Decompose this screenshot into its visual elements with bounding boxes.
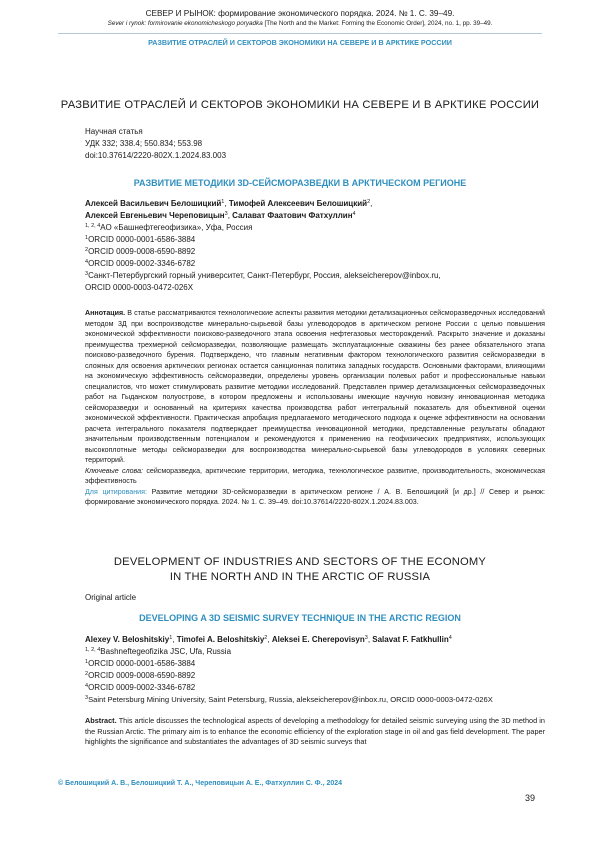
abstract-text-en: This article discusses the technological aspects of developing a methodology for detailed seismic surveying using the 3D method in the Russian Arctic. The primary aim is to enhance the economic efficiency of the exploration stage in oil and gas field development. The paper highlights the significance and substantiates the advantages of 3D seismic surveys that (85, 716, 545, 746)
author-name: Aleksei E. Cherepovisyn (271, 635, 365, 644)
abstract-en (85, 716, 545, 748)
journal-citation-ru: СЕВЕР И РЫНОК: формирование экономического порядка. 2024. № 1. С. 39–49. (145, 9, 455, 18)
copyright-footer: © Белошицкий А. В., Белошицкий Т. А., Череповицын А. Е., Фатхуллин С. Ф., 2024 (58, 780, 343, 787)
journal-header (0, 8, 600, 28)
authors-block-en (85, 634, 545, 706)
affiliation-en (85, 646, 545, 658)
header-divider (58, 33, 542, 34)
author-name: Алексей Васильевич Белошицкий (85, 199, 222, 208)
author-name: Salavat F. Fatkhullin (372, 635, 449, 644)
orcid-sup: 2 (85, 671, 89, 677)
article-title-ru: РАЗВИТИЕ МЕТОДИКИ 3D-СЕЙСМОРАЗВЕДКИ В АРКТИЧЕСКОМ РЕГИОНЕ (133, 178, 467, 188)
orcid-text: ORCID 0009-0008-6590-8892 (88, 671, 196, 680)
article-meta-ru (85, 126, 226, 162)
affiliation-text: Санкт-Петербургский горный университет, Санкт-Петербург, Россия, alekseicherepov@inbox.ru, (88, 271, 441, 280)
affiliation-3-en (85, 694, 545, 706)
orcid-line (85, 670, 545, 682)
author-name: Салават Фаатович Фатхуллин (232, 211, 353, 220)
orcid-line (85, 682, 545, 694)
citation-ru (85, 487, 545, 508)
affiliation-sup: 3 (85, 695, 89, 701)
authors-line-1-ru: Алексей Васильевич Белошицкий$^1$, Тимофей Алексеевич Белошицкий$^2$, (85, 199, 373, 208)
affiliation-text: Bashneftegeofizika JSC, Ufa, Russia (100, 647, 232, 656)
orcid-line (85, 658, 545, 670)
article-type-ru: Научная статья (85, 127, 143, 136)
affiliation-sup: 1, 2, 4 (85, 647, 101, 653)
orcid-text: ORCID 0000-0001-6586-3884 (88, 659, 196, 668)
authors-line-en: Alexey V. Beloshitskiy$^1$, Timofei A. Beloshitskiy$^2$, Aleksei E. Cherepovisyn$^3$, Salavat F. Fatkhullin$^4$ (85, 635, 452, 644)
author-sup: 1 (169, 635, 173, 641)
author-sup: 4 (352, 211, 356, 217)
abstract-label-ru: Аннотация. (85, 309, 126, 317)
affiliation-sup: 3 (85, 271, 89, 277)
citation-text-ru: Развитие методики 3D-сейсморазведки в арктическом регионе / А. В. Белошицкий [и др.] // Север и рынок: формирование экономического порядка. 2024. № 1. С. 39–49. doi:10.37614/2220-802X.1.2024.83.003. (85, 487, 545, 506)
abstract-text-ru: В статье рассматриваются технологические аспекты развития методики детализационных сейсморазведочных исследований методом 3Д при воспроизводстве минерально-сырьевой базы углеводородов в арктическом регионе России с целью повышения экономической эффективности поисково-разведочного этапа освоения нефтегазовых месторождений. Раскрыто значение и доказаны преимущества трехмерной сейсморазведки, позволяющие размещать эксплуатационные скважины без ранее обязательного этапа поисково-разведочного бурения. Подтверждено, что главным негативным фактором технологического развития сейсморазведки в сложных для освоения арктических регионах остается санкционная политика западных государств. Основными факторами, влияющими на экономическую эффективность сейсморазведки, определены уровень организации полевых работ и профессиональные навыки специалистов, что может стимулировать развитие методики исследований. Представлен пример детализационных сейсморазведочных работ на Гыданском полуострове, в котором предложены и использованы имеющие научную новизну инновационная методика сейсморазведки и основанный на критериях качества производства работ интегральный показатель для объективной оценки экономической эффективности. Практическая апробация предлагаемого методического подхода к оценке эффективности на основании расчета интегрального показателя подтверждает преимущества инновационной методики, представленные результаты обладают значительным производственным потенциалом и рекомендуются к применению на геофизических предприятиях, использующих высокоплотные методы сейсморазведки для воспроизводства минерально-сырьевой базы углеводородов в условиях северных территорий. (85, 309, 545, 464)
section-title-en (0, 555, 600, 585)
journal-section-heading: РАЗВИТИЕ ОТРАСЛЕЙ И СЕКТОРОВ ЭКОНОМИКИ НА СЕВЕРЕ И В АРКТИКЕ РОССИИ (148, 38, 452, 47)
journal-name-en: Sever i rynok: formirovanie ekonomicheskogo poryadka (107, 20, 263, 27)
keywords-ru (85, 466, 545, 487)
article-title-en: DEVELOPING A 3D SEISMIC SURVEY TECHNIQUE IN THE ARCTIC REGION (139, 613, 461, 623)
author-sup: 2 (367, 199, 371, 205)
keywords-text-ru: сейсморазведка, арктические территории, методика, технологическое развитие, производительность, экономическая эффективность (85, 466, 545, 485)
section-title-en-line-1: DEVELOPMENT OF INDUSTRIES AND SECTORS OF THE ECONOMY (113, 556, 487, 568)
author-name: Alexey V. Beloshitskiy (85, 635, 170, 644)
author-sup: 4 (448, 635, 452, 641)
article-type-en: Original article (85, 593, 137, 602)
orcid-line (85, 246, 545, 258)
orcid-sup: 1 (85, 659, 89, 665)
affiliation-text: АО «Башнефтегеофизика», Уфа, Россия (100, 223, 253, 232)
orcid-text: ORCID 0009-0002-3346-6782 (88, 683, 196, 692)
author-sup: 3 (364, 635, 368, 641)
udc: УДК 332; 338.4; 550.834; 553.98 (85, 139, 203, 148)
abstract-ru (85, 308, 545, 508)
authors-line-2-ru: Алексей Евгеньевич Череповицын$^3$, Салават Фаатович Фатхуллин$^4$ (85, 211, 356, 220)
orcid-line (85, 234, 545, 246)
orcid-line (85, 258, 545, 270)
author-name: Тимофей Алексеевич Белошицкий (228, 199, 368, 208)
author-sup: 3 (224, 211, 228, 217)
affiliation-3-orcid-ru: ORCID 0000-0003-0472-026X (85, 283, 194, 292)
journal-citation-en (0, 19, 600, 28)
orcid-text: ORCID 0000-0001-6586-3884 (88, 235, 196, 244)
section-title-ru: РАЗВИТИЕ ОТРАСЛЕЙ И СЕКТОРОВ ЭКОНОМИКИ НА СЕВЕРЕ И В АРКТИКЕ РОССИИ (60, 99, 540, 111)
authors-block-ru (85, 198, 545, 294)
orcid-sup: 2 (85, 247, 89, 253)
affiliation-text: Saint Petersburg Mining University, Saint Petersburg, Russia, alekseicherepov@inbox.ru, ORCID 0000-0003-0472-026X (88, 695, 493, 704)
affiliation-sup: 1, 2, 4 (85, 223, 101, 229)
affiliation-ru (85, 222, 545, 234)
citation-label-ru: Для цитирования: (85, 487, 147, 496)
keywords-label-ru: Ключевые слова: (85, 466, 143, 475)
orcid-sup: 4 (85, 259, 89, 265)
doi: doi:10.37614/2220-802X.1.2024.83.003 (85, 151, 227, 160)
author-name: Timofei A. Beloshitskiy (176, 635, 265, 644)
author-name: Алексей Евгеньевич Череповицын (85, 211, 225, 220)
journal-citation-en-rest: [The North and the Market: Forming the Economic Order], 2024, no. 1, pp. 39–49. (262, 20, 493, 27)
section-title-en-line-2: IN THE NORTH AND IN THE ARCTIC OF RUSSIA (169, 571, 431, 583)
affiliation-3-ru (85, 270, 545, 282)
author-sup: 1 (221, 199, 225, 205)
orcid-text: ORCID 0009-0002-3346-6782 (88, 259, 196, 268)
orcid-sup: 1 (85, 235, 89, 241)
abstract-label-en: Abstract. (85, 716, 117, 725)
page-number: 39 (525, 793, 536, 803)
orcid-text: ORCID 0009-0008-6590-8892 (88, 247, 196, 256)
orcid-sup: 4 (85, 683, 89, 689)
author-sup: 2 (264, 635, 268, 641)
